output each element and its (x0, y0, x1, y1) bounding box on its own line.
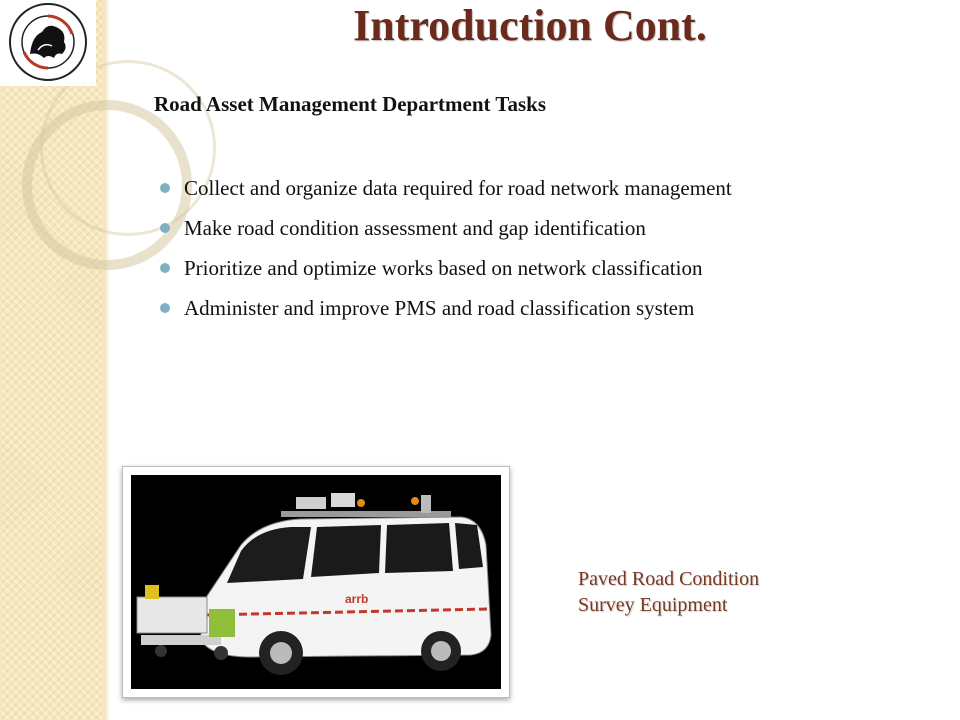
bullet-dot-icon (160, 183, 170, 193)
caption-line: Paved Road Condition (578, 568, 760, 590)
caption-line: Survey Equipment (578, 594, 728, 616)
task-text: Prioritize and optimize works based on network classification (184, 256, 703, 280)
photo-frame (122, 466, 510, 698)
list-item (160, 248, 732, 288)
list-item (160, 168, 732, 208)
bullet-dot-icon (160, 303, 170, 313)
section-subtitle: Road Asset Management Department Tasks (154, 92, 547, 116)
list-item (160, 208, 732, 248)
task-list (160, 168, 732, 328)
survey-van-image (131, 475, 501, 689)
photo-caption (578, 566, 759, 618)
task-text: Administer and improve PMS and road classification system (184, 296, 695, 320)
van-logo-text: arrb (345, 592, 369, 606)
bullet-dot-icon (160, 223, 170, 233)
slide-title: Introduction Cont. (353, 1, 707, 50)
bullet-dot-icon (160, 263, 170, 273)
task-text: Collect and organize data required for road network management (184, 176, 732, 200)
list-item (160, 288, 732, 328)
task-text: Make road condition assessment and gap identification (184, 216, 646, 240)
